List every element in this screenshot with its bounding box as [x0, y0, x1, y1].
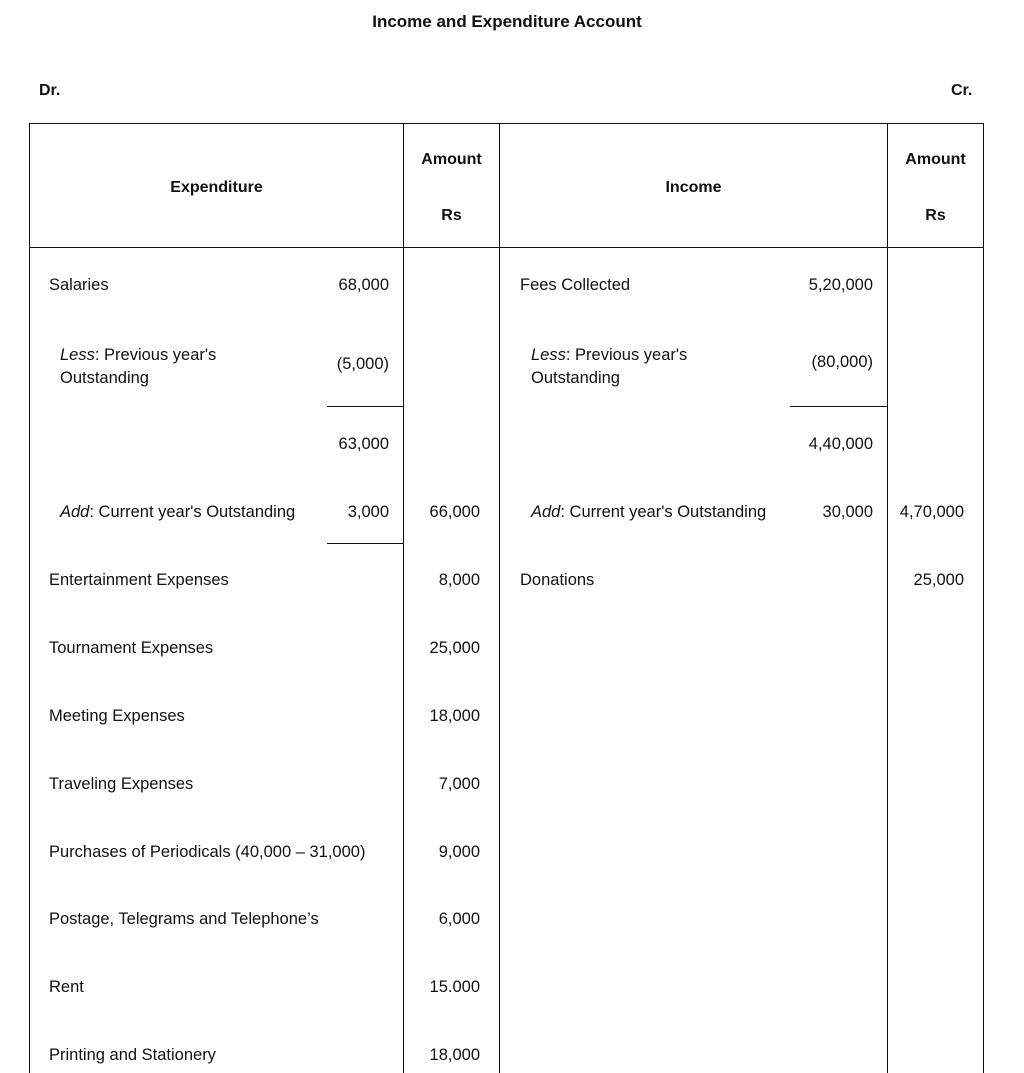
salaries-add-amount: 3,000	[347, 503, 389, 521]
expense-amount: 15.000	[429, 978, 480, 996]
salaries-total: 66,000	[429, 503, 480, 521]
fees-total: 4,70,000	[899, 503, 964, 521]
column-divider-2	[499, 123, 500, 1073]
column-divider-1	[403, 123, 404, 1073]
expense-amount: 18,000	[429, 1046, 480, 1064]
donations-amount: 25,000	[913, 571, 964, 589]
expense-label: Rent	[49, 978, 84, 996]
salaries-label: Salaries	[49, 276, 109, 294]
header-amount-left: Amount	[421, 151, 482, 168]
expense-amount: 8,000	[438, 571, 480, 589]
header-expenditure: Expenditure	[170, 179, 263, 196]
debit-label: Dr.	[39, 82, 61, 99]
table-right-border	[983, 123, 984, 1073]
expense-label: Traveling Expenses	[49, 775, 194, 793]
credit-label: Cr.	[951, 82, 973, 99]
income-subtotal-rule	[790, 406, 887, 407]
fees-subtotal: 4,40,000	[808, 435, 873, 453]
less-text: : Previous year's Outstanding	[531, 346, 688, 387]
table-top-border	[29, 123, 984, 124]
donations-label: Donations	[520, 571, 595, 589]
expense-label: Entertainment Expenses	[49, 571, 229, 589]
fees-add-label	[531, 503, 766, 522]
expense-label: Postage, Telegrams and Telephone’s	[49, 910, 319, 928]
expense-amount: 7,000	[438, 775, 480, 793]
salaries-add-label	[60, 503, 295, 522]
expense-amount: 18,000	[429, 707, 480, 725]
less-text: : Previous year's Outstanding	[60, 346, 217, 387]
expense-label: Purchases of Periodicals (40,000 – 31,000)	[49, 843, 366, 861]
expense-label: Meeting Expenses	[49, 707, 185, 725]
fees-less-amount: (80,000)	[811, 353, 873, 371]
page-title: Income and Expenditure Account	[372, 12, 642, 31]
add-word: Add	[60, 503, 90, 521]
expense-amount: 9,000	[438, 843, 480, 861]
salaries-less-label	[60, 344, 275, 390]
salaries-subtotal: 63,000	[338, 435, 389, 453]
expenditure-subtotal-rule	[327, 406, 403, 407]
fees-add-amount: 30,000	[822, 503, 873, 521]
salaries-amount: 68,000	[338, 276, 389, 294]
expense-amount: 6,000	[438, 910, 480, 928]
header-amount-right: Amount	[905, 151, 966, 168]
salaries-less-amount: (5,000)	[336, 355, 389, 373]
header-bottom-border	[29, 247, 984, 248]
less-word: Less	[531, 346, 566, 364]
fees-less-label	[531, 344, 746, 390]
expenditure-total-rule	[327, 543, 403, 544]
add-text: : Current year's Outstanding	[89, 503, 296, 521]
header-currency-right: Rs	[925, 207, 946, 224]
add-word: Add	[531, 503, 561, 521]
less-word: Less	[60, 346, 95, 364]
fees-amount: 5,20,000	[808, 276, 873, 294]
table-left-border	[29, 123, 30, 1073]
header-income: Income	[665, 179, 722, 196]
expense-label: Tournament Expenses	[49, 639, 214, 657]
expense-amount: 25,000	[429, 639, 480, 657]
add-text: : Current year's Outstanding	[560, 503, 767, 521]
expense-label: Printing and Stationery	[49, 1046, 216, 1064]
fees-label: Fees Collected	[520, 276, 631, 294]
column-divider-3	[887, 123, 888, 1073]
header-currency-left: Rs	[441, 207, 462, 224]
